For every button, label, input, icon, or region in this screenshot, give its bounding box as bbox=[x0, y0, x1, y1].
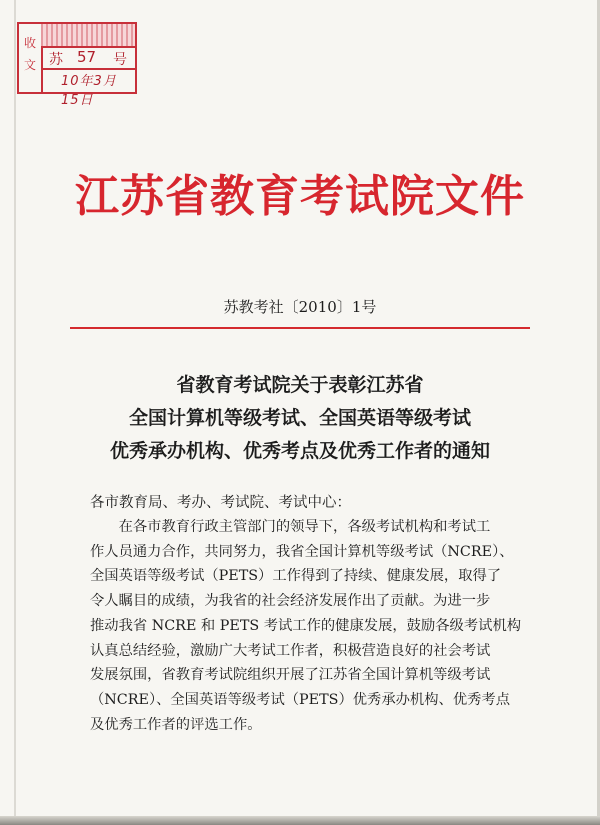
body-line: 发展氛围，省教育考试院组织开展了江苏省全国计算机等级考试 bbox=[90, 667, 491, 684]
document-title: 江苏省教育考试院文件 bbox=[75, 171, 525, 222]
page-bottom-edge bbox=[0, 816, 600, 825]
stamp-number-row bbox=[41, 46, 135, 70]
body-line: 作人员通力合作，共同努力，我省全国计算机等级考试（NCRE）、 bbox=[90, 543, 514, 560]
red-divider-line bbox=[70, 327, 530, 329]
notice-heading-line-1: 省教育考试院关于表彰江苏省 bbox=[176, 374, 424, 396]
stamp-label-column bbox=[19, 24, 43, 92]
stamp-date-row bbox=[41, 68, 135, 108]
body-paragraph bbox=[90, 515, 550, 737]
stamp-number: 57 bbox=[77, 48, 97, 66]
stamp-date: 10年3月15日 bbox=[61, 74, 117, 108]
receipt-stamp bbox=[17, 22, 137, 108]
document-number: 苏教考社〔2010〕1号 bbox=[223, 298, 377, 316]
body-line: （NCRE）、全国英语等级考试（PETS）优秀承办机构、优秀考点 bbox=[90, 691, 511, 708]
notice-heading-line-3: 优秀承办机构、优秀考点及优秀工作者的通知 bbox=[109, 440, 490, 462]
body-line: 全国英语等级考试（PETS）工作得到了持续、健康发展，取得了 bbox=[90, 568, 502, 585]
stamp-number-suffix: 号 bbox=[113, 52, 127, 68]
body-line: 认真总结经验，激励广大考试工作者，积极营造良好的社会考试 bbox=[90, 642, 491, 659]
body-line: 推动我省 NCRE 和 PETS 考试工作的健康发展，鼓励各级考试机构 bbox=[90, 617, 522, 634]
body-line: 在各市教育行政主管部门的领导下，各级考试机构和考试工 bbox=[90, 519, 491, 535]
stamp-number-prefix: 苏 bbox=[49, 52, 63, 68]
salutation: 各市教育局、考办、考试院、考试中心： bbox=[90, 495, 351, 511]
body-line: 令人瞩目的成绩，为我省的社会经济发展作出了贡献。为进一步 bbox=[90, 593, 491, 610]
notice-heading-line-2: 全国计算机等级考试、全国英语等级考试 bbox=[128, 407, 471, 429]
body-line: 及优秀工作者的评选工作。 bbox=[90, 716, 262, 733]
stamp-label-bottom: 文 bbox=[23, 58, 36, 72]
stamp-header-row bbox=[41, 24, 135, 48]
stamp-label-top: 收 bbox=[23, 36, 36, 50]
